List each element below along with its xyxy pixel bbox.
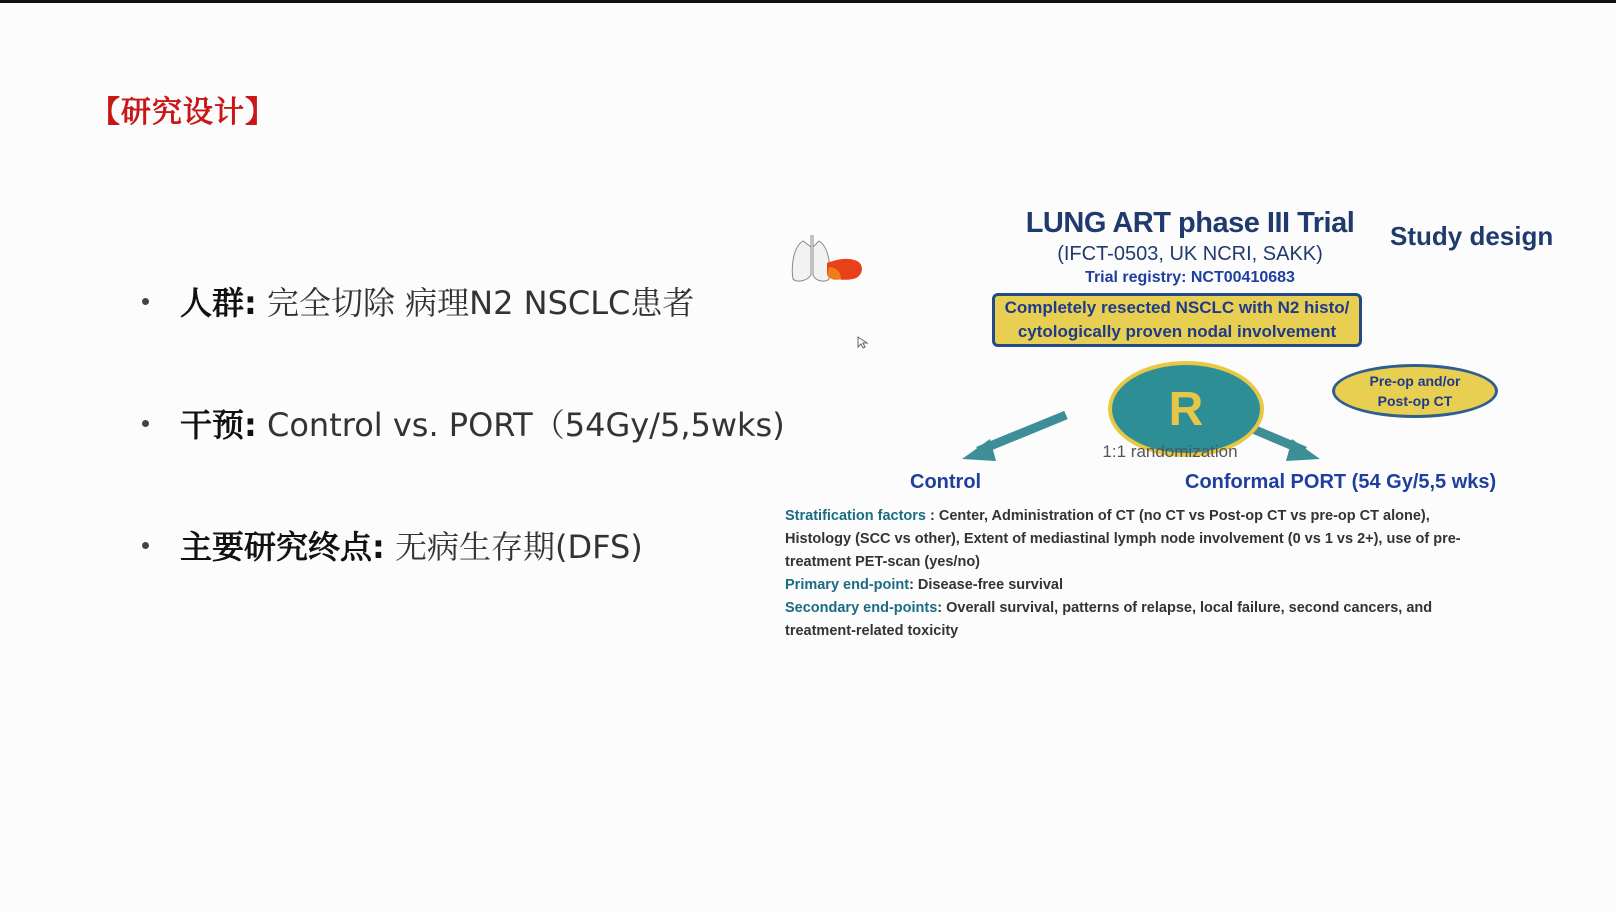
bullet-value: 完全切除 病理N2 NSCLC患者 bbox=[266, 284, 695, 322]
randomization-circle: R bbox=[1108, 361, 1264, 457]
secondary-text: : Overall survival, patterns of relapse, local failure, second cancers, and treatment-related toxicity bbox=[785, 600, 1433, 639]
primary-text: : Disease-free survival bbox=[909, 577, 1064, 593]
figure-title: LUNG ART phase III Trial bbox=[1025, 207, 1355, 239]
arm-control: Control bbox=[910, 471, 982, 493]
bullet-endpoint bbox=[140, 522, 820, 644]
stratification-text: : Center, Administration of CT (no CT vs Post-op CT vs pre-op CT alone), Histology (SCC vs other), Extent of mediastinal lymph node involvement (0 vs 1 vs 2+), use of pre-treatment PET-scan (yes/no) bbox=[785, 508, 1461, 570]
bullet-label: 干预: bbox=[180, 406, 257, 444]
bullet-list bbox=[140, 278, 820, 644]
secondary-endpoints bbox=[785, 597, 1485, 643]
bullet-label: 人群: bbox=[180, 284, 257, 322]
chemotherapy-oval bbox=[1332, 364, 1498, 418]
ct-line: Pre-op and/or bbox=[1369, 373, 1461, 389]
stratification-label: Stratification factors bbox=[785, 508, 926, 524]
primary-endpoint bbox=[785, 574, 1485, 597]
bullet-dot bbox=[142, 542, 149, 549]
trial-registry: Trial registry: NCT00410683 bbox=[1085, 269, 1295, 286]
bullet-dot bbox=[142, 420, 149, 427]
stratification-factors bbox=[785, 505, 1485, 574]
slide bbox=[0, 3, 1616, 912]
section-title: 【研究设计】 bbox=[90, 95, 276, 130]
randomization-ratio: 1:1 randomization bbox=[1102, 442, 1238, 461]
bullet-population bbox=[140, 278, 820, 400]
bullet-intervention bbox=[140, 400, 820, 522]
bullet-label: 主要研究终点: bbox=[180, 528, 385, 566]
study-design-figure bbox=[785, 193, 1560, 673]
population-line: Completely resected NSCLC with N2 histo/ bbox=[1004, 298, 1350, 317]
figure-subtitle: (IFCT-0503, UK NCRI, SAKK) bbox=[1057, 243, 1323, 265]
arm-port: Conformal PORT (54 Gy/5,5 wks) bbox=[1185, 471, 1497, 493]
study-description bbox=[785, 505, 1485, 643]
population-line: cytologically proven nodal involvement bbox=[1017, 322, 1337, 341]
primary-label: Primary end-point bbox=[785, 577, 910, 593]
ct-line: Post-op CT bbox=[1377, 393, 1453, 409]
bullet-dot bbox=[142, 298, 149, 305]
study-design-label: Study design bbox=[1390, 221, 1554, 251]
bullet-value: 无病生存期(DFS) bbox=[394, 528, 643, 566]
secondary-label: Secondary end-points bbox=[785, 600, 938, 616]
bullet-value: Control vs. PORT（54Gy/5,5wks) bbox=[266, 406, 785, 444]
